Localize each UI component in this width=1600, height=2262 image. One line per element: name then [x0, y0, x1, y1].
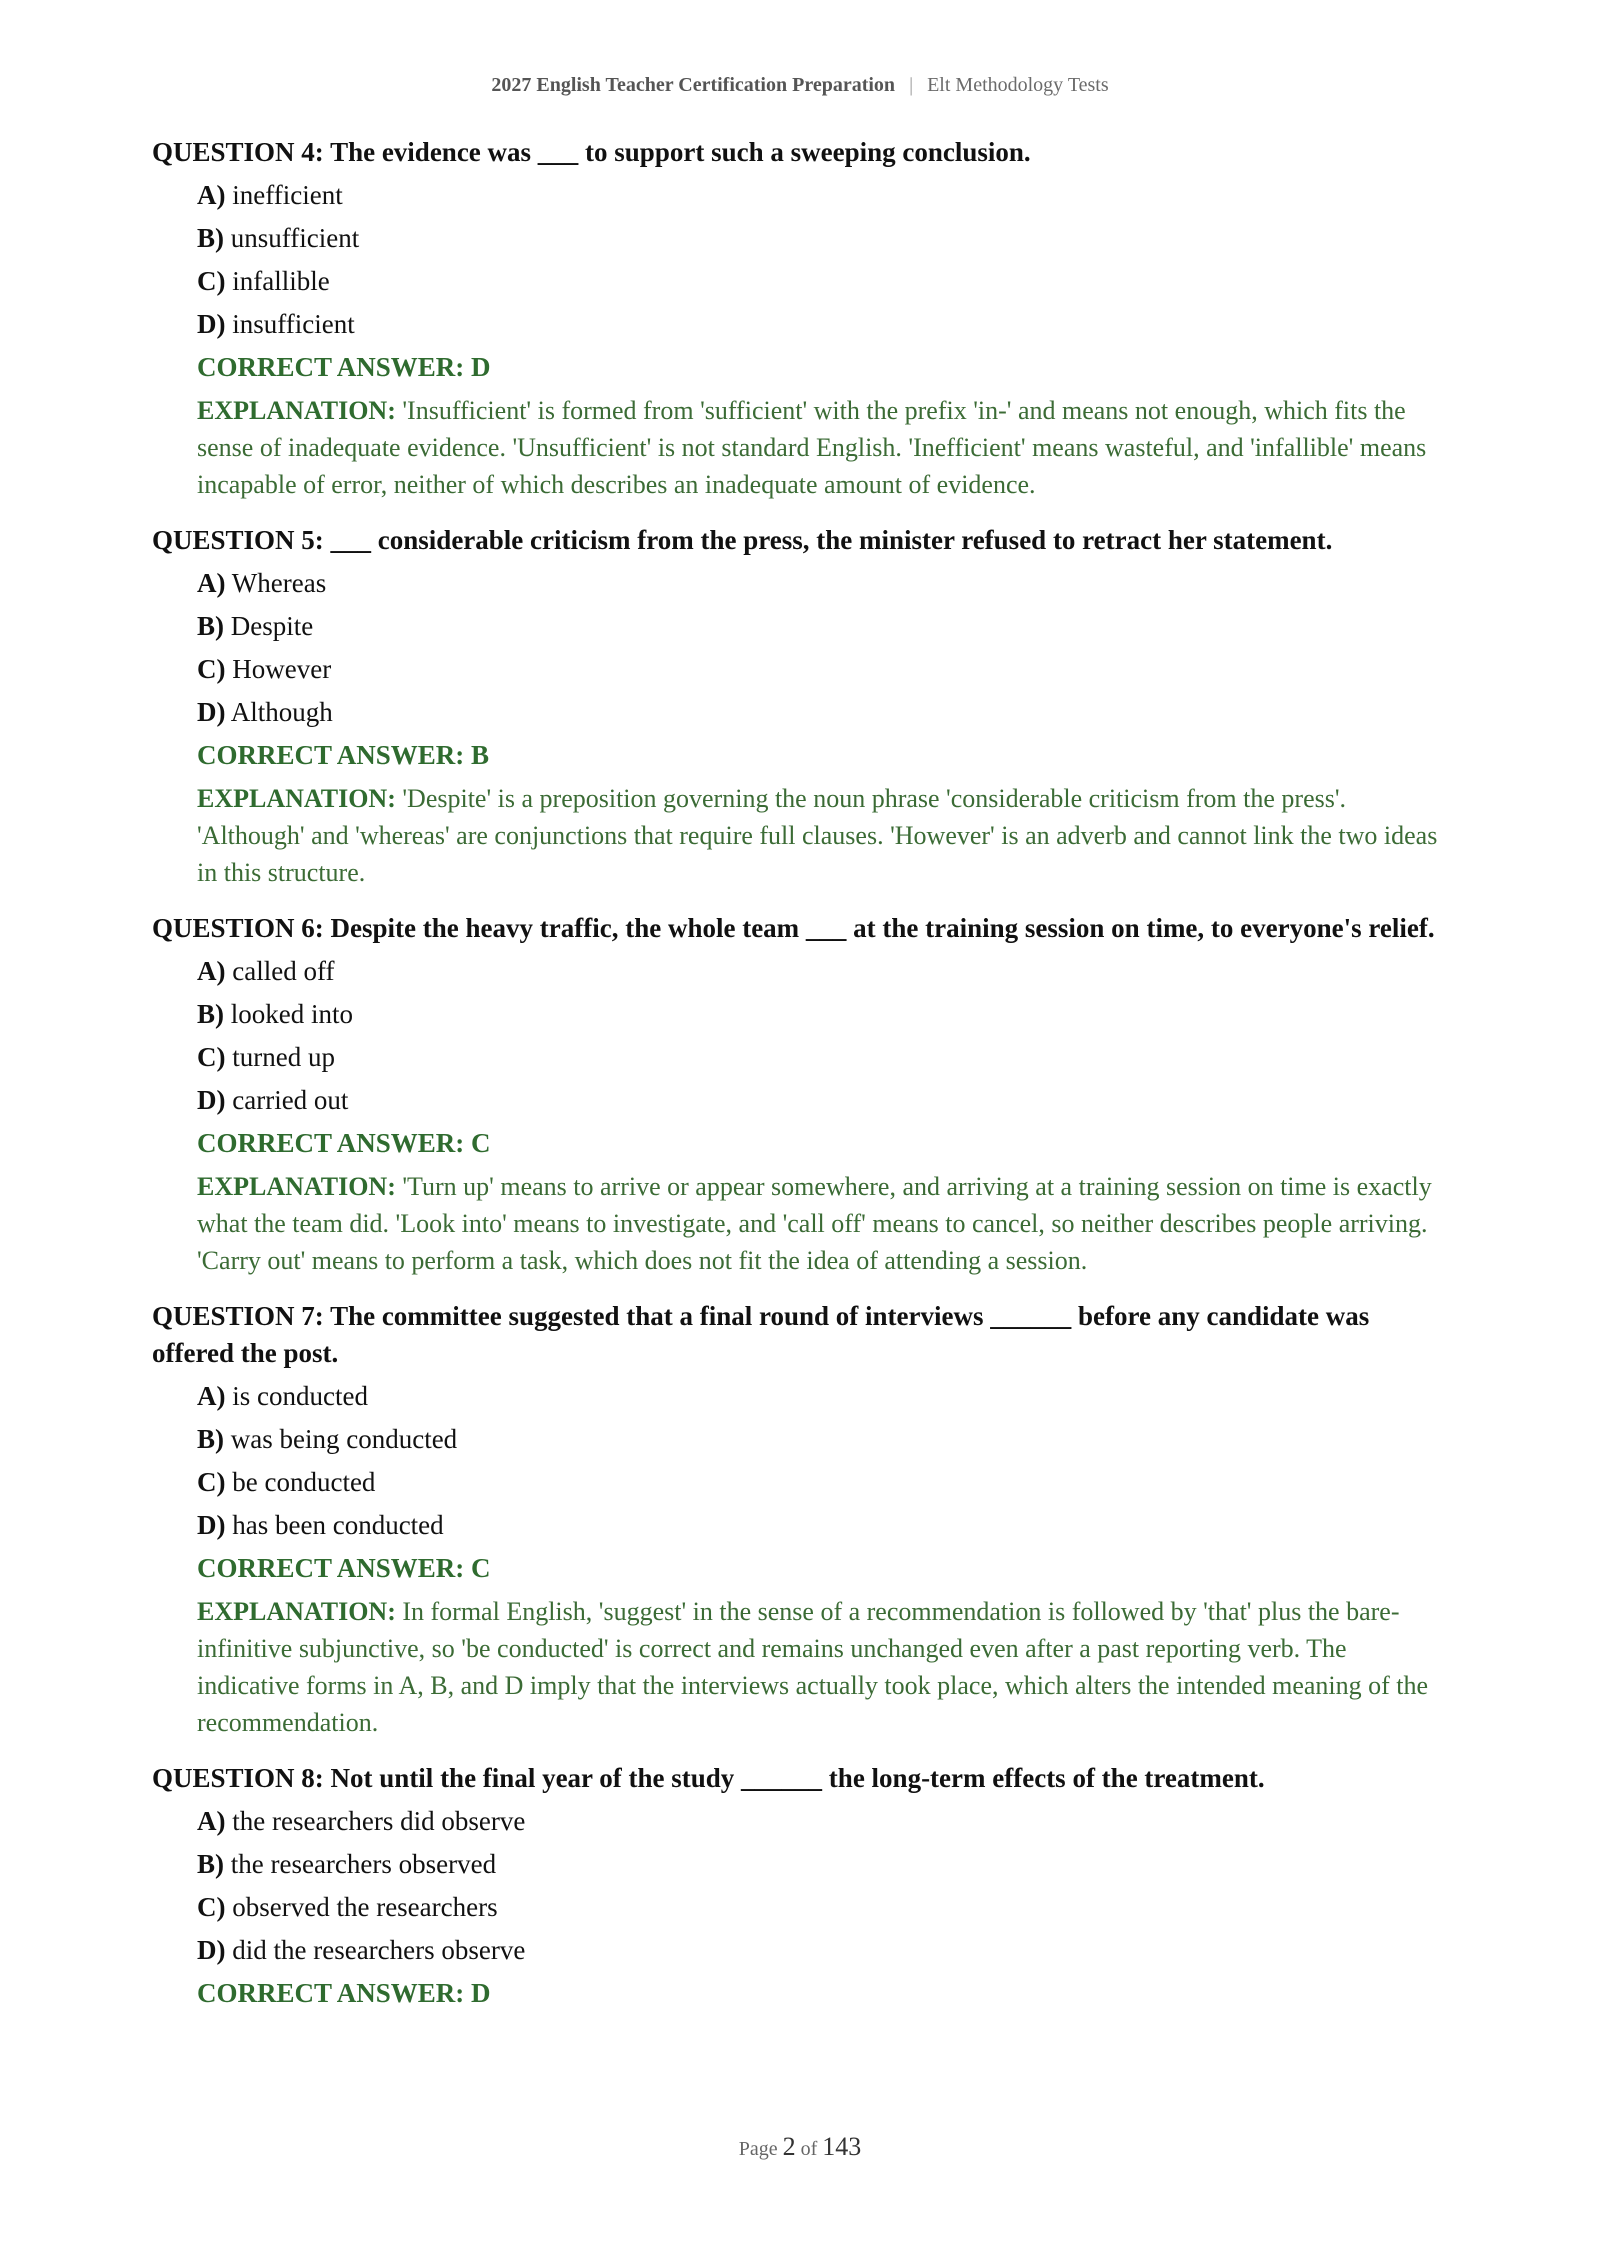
- option-letter: D): [197, 1085, 226, 1115]
- option-text: the researchers observed: [230, 1849, 497, 1879]
- option-letter: B): [197, 1424, 224, 1454]
- question-block: [152, 522, 1448, 891]
- question-block: [152, 1760, 1448, 2012]
- option-text: Although: [230, 697, 333, 727]
- option-letter: D): [197, 1510, 226, 1540]
- header-separator: |: [909, 74, 914, 96]
- question-body: Despite the heavy traffic, the whole team ___ at the training session on time, to everyone's relief.: [330, 913, 1435, 943]
- option-text: carried out: [232, 1085, 349, 1115]
- option-text: infallible: [232, 266, 330, 296]
- question-body: Not until the final year of the study ______ the long-term effects of the treatment.: [330, 1763, 1265, 1793]
- option-letter: C): [197, 1042, 226, 1072]
- option-letter: A): [197, 1381, 226, 1411]
- question-text: [152, 134, 1448, 171]
- option-text: did the researchers observe: [232, 1935, 526, 1965]
- option-d: [197, 306, 1448, 343]
- of-word: of: [800, 2138, 818, 2160]
- option-letter: C): [197, 654, 226, 684]
- total-page-count: 143: [822, 2132, 862, 2161]
- explanation-label: EXPLANATION:: [197, 784, 396, 813]
- explanation-text: 'Insufficient' is formed from 'sufficient' with the prefix 'in-' and means not enough, which fits the sense of inadequate evidence. 'Unsufficient' is not standard English. 'Inefficient' means wasteful, and 'infallible' means incapable of error, neither of which describes an inadequate amount of evidence.: [197, 396, 1427, 499]
- option-b: [197, 608, 1448, 645]
- option-text: was being conducted: [230, 1424, 458, 1454]
- option-a: [197, 953, 1448, 990]
- explanation-text: 'Despite' is a preposition governing the noun phrase 'considerable criticism from the press'. 'Although' and 'whereas' are conjunctions that require full clauses. 'However' is an adverb and cannot link the two ideas in this structure.: [197, 784, 1438, 887]
- explanation: [197, 780, 1448, 891]
- option-letter: A): [197, 568, 226, 598]
- question-list: [152, 134, 1448, 2031]
- option-c: [197, 1039, 1448, 1076]
- question-body: The evidence was ___ to support such a sweeping conclusion.: [330, 137, 1031, 167]
- option-text: has been conducted: [232, 1510, 444, 1540]
- option-c: [197, 1889, 1448, 1926]
- option-d: [197, 694, 1448, 731]
- option-letter: A): [197, 956, 226, 986]
- option-c: [197, 263, 1448, 300]
- page-footer: [0, 2132, 1600, 2162]
- option-list: [197, 1803, 1448, 1969]
- option-letter: B): [197, 223, 224, 253]
- header-subtitle: Elt Methodology Tests: [927, 74, 1109, 96]
- explanation-text: 'Turn up' means to arrive or appear somewhere, and arriving at a training session on time is exactly what the team did. 'Look into' means to investigate, and 'call off' means to cancel, so neither describes people arriving. 'Carry out' means to perform a task, which does not fit the idea of attending a session.: [197, 1172, 1432, 1275]
- option-text: be conducted: [232, 1467, 376, 1497]
- option-a: [197, 1803, 1448, 1840]
- question-block: [152, 1298, 1448, 1741]
- question-text: [152, 1298, 1448, 1372]
- correct-answer: CORRECT ANSWER: C: [197, 1128, 491, 1158]
- question-block: [152, 134, 1448, 503]
- option-d: [197, 1082, 1448, 1119]
- option-d: [197, 1507, 1448, 1544]
- option-a: [197, 177, 1448, 214]
- option-text: unsufficient: [230, 223, 360, 253]
- question-label: QUESTION 4:: [152, 137, 324, 167]
- option-text: Despite: [230, 611, 314, 641]
- question-text: [152, 1760, 1448, 1797]
- explanation: [197, 392, 1448, 503]
- explanation-label: EXPLANATION:: [197, 1597, 396, 1626]
- header-title: 2027 English Teacher Certification Preparation: [491, 74, 896, 96]
- option-letter: B): [197, 611, 224, 641]
- option-c: [197, 651, 1448, 688]
- option-text: insufficient: [232, 309, 355, 339]
- option-letter: A): [197, 180, 226, 210]
- question-label: QUESTION 8:: [152, 1763, 324, 1793]
- explanation: [197, 1168, 1448, 1279]
- explanation-label: EXPLANATION:: [197, 396, 396, 425]
- option-letter: D): [197, 697, 226, 727]
- option-list: [197, 565, 1448, 731]
- option-text: the researchers did observe: [232, 1806, 526, 1836]
- question-label: QUESTION 5:: [152, 525, 324, 555]
- option-b: [197, 1846, 1448, 1883]
- option-c: [197, 1464, 1448, 1501]
- option-b: [197, 996, 1448, 1033]
- explanation-text: In formal English, 'suggest' in the sense of a recommendation is followed by 'that' plus the bare-infinitive subjunctive, so 'be conducted' is correct and remains unchanged even after a past reporting verb. The indicative forms in A, B, and D imply that the interviews actually took place, which alters the intended meaning of the recommendation.: [197, 1597, 1429, 1737]
- option-text: However: [232, 654, 332, 684]
- explanation: [197, 1593, 1448, 1741]
- option-text: turned up: [232, 1042, 335, 1072]
- option-a: [197, 1378, 1448, 1415]
- option-letter: C): [197, 1467, 226, 1497]
- option-text: is conducted: [232, 1381, 368, 1411]
- option-list: [197, 1378, 1448, 1544]
- option-letter: D): [197, 309, 226, 339]
- page-header: [0, 74, 1600, 97]
- option-text: inefficient: [232, 180, 343, 210]
- option-letter: B): [197, 999, 224, 1029]
- option-text: called off: [232, 956, 335, 986]
- question-body: ___ considerable criticism from the press, the minister refused to retract her statement.: [330, 525, 1333, 555]
- option-b: [197, 1421, 1448, 1458]
- option-list: [197, 177, 1448, 343]
- option-text: observed the researchers: [232, 1892, 498, 1922]
- question-text: [152, 522, 1448, 559]
- option-a: [197, 565, 1448, 602]
- explanation-label: EXPLANATION:: [197, 1172, 396, 1201]
- option-letter: C): [197, 1892, 226, 1922]
- option-letter: B): [197, 1849, 224, 1879]
- option-list: [197, 953, 1448, 1119]
- correct-answer: CORRECT ANSWER: D: [197, 1978, 491, 2008]
- page-word: Page: [738, 2138, 778, 2160]
- option-letter: A): [197, 1806, 226, 1836]
- correct-answer: CORRECT ANSWER: C: [197, 1553, 491, 1583]
- option-letter: D): [197, 1935, 226, 1965]
- option-text: Whereas: [231, 568, 327, 598]
- correct-answer: CORRECT ANSWER: B: [197, 740, 490, 770]
- question-label: QUESTION 6:: [152, 913, 324, 943]
- correct-answer: CORRECT ANSWER: D: [197, 352, 491, 382]
- question-text: [152, 910, 1448, 947]
- current-page-number: 2: [782, 2132, 796, 2161]
- question-body: The committee suggested that a final round of interviews ______ before any candidate was offered the post.: [152, 1301, 1370, 1368]
- option-letter: C): [197, 266, 226, 296]
- option-d: [197, 1932, 1448, 1969]
- option-b: [197, 220, 1448, 257]
- option-text: looked into: [230, 999, 353, 1029]
- question-label: QUESTION 7:: [152, 1301, 324, 1331]
- question-block: [152, 910, 1448, 1279]
